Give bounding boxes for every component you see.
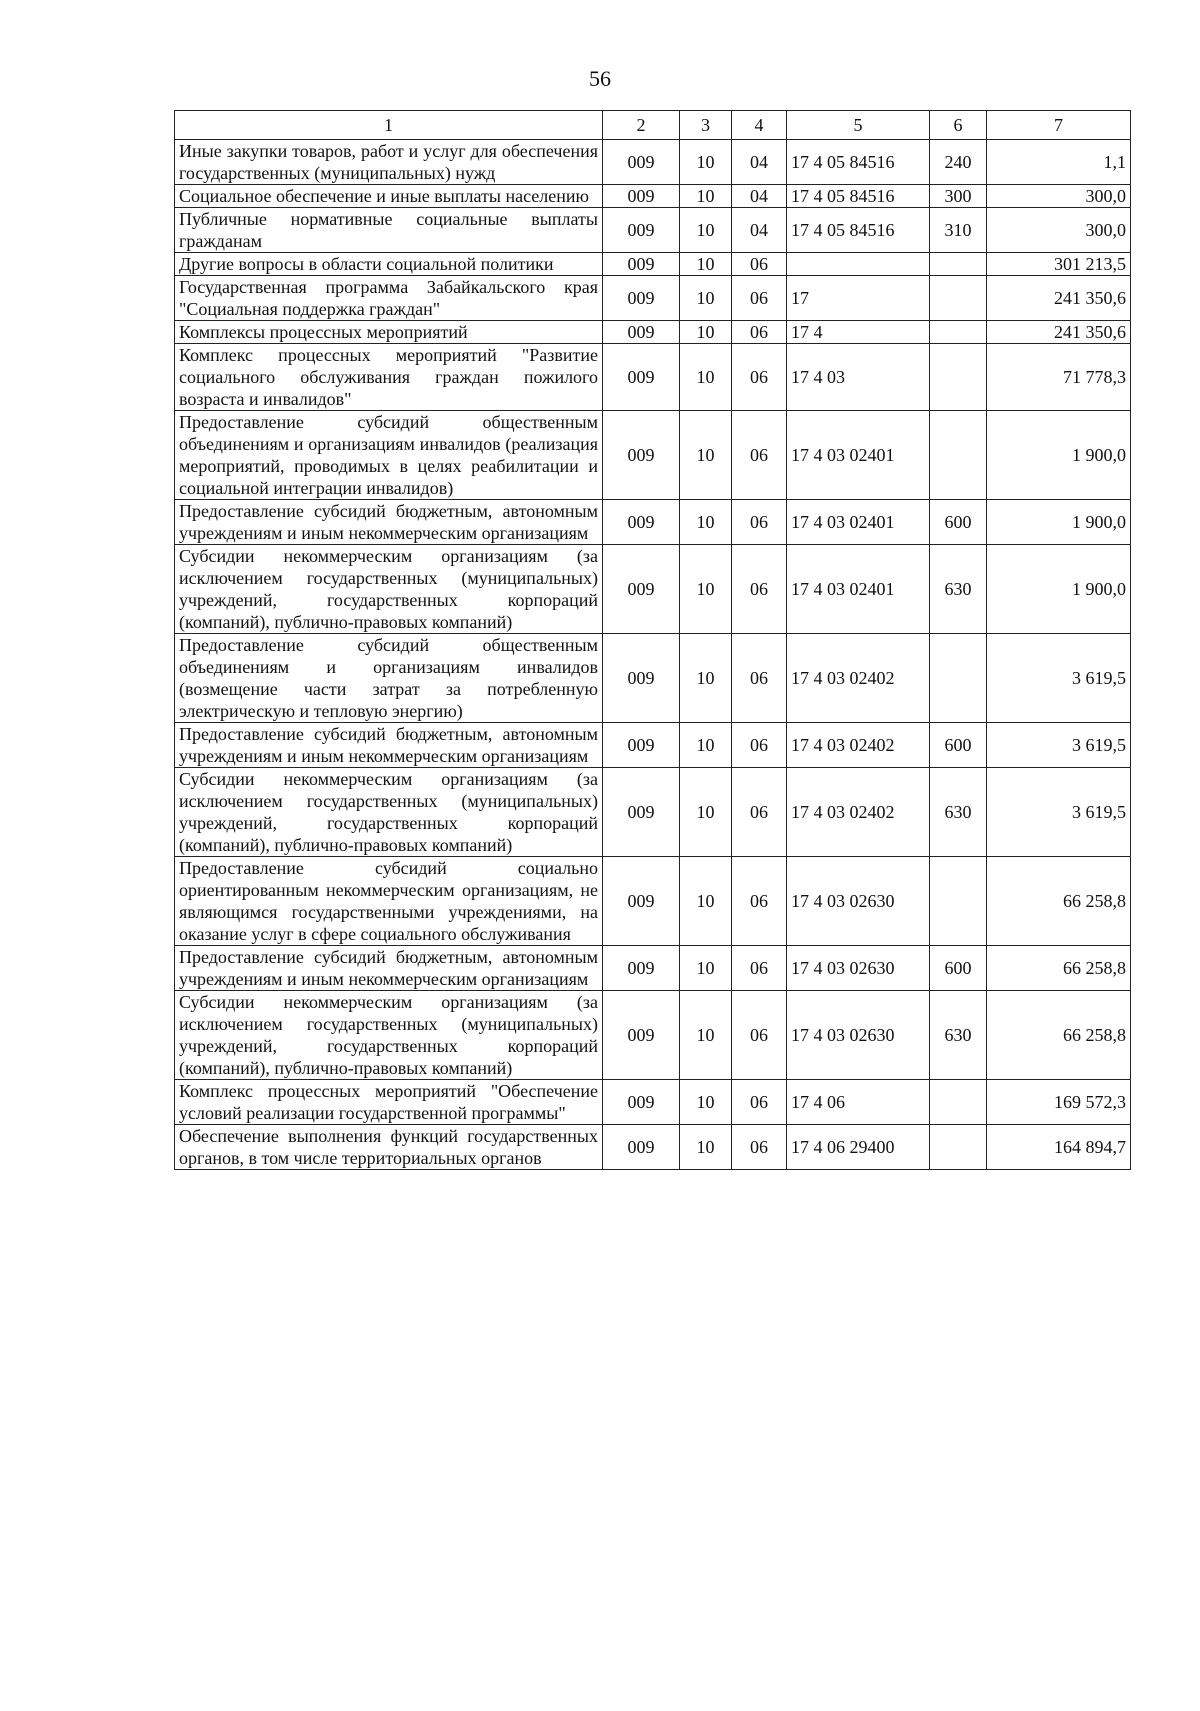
row-name-cell: Субсидии некоммерческим организациям (за исключением государственных (муниципальных) учреждений, государственных корпораций (компаний), публично-правовых компаний) bbox=[175, 768, 603, 857]
row-target-code-cell: 17 bbox=[787, 276, 930, 321]
row-name-cell: Комплекс процессных мероприятий "Обеспечение условий реализации государственной программы" bbox=[175, 1080, 603, 1125]
row-expense-type-cell bbox=[930, 634, 987, 723]
row-amount-cell: 66 258,8 bbox=[987, 857, 1131, 946]
row-subsection-cell: 06 bbox=[732, 991, 787, 1080]
table-row bbox=[175, 723, 1131, 768]
row-admin-cell: 009 bbox=[603, 857, 680, 946]
row-expense-type-cell bbox=[930, 344, 987, 411]
row-name-cell: Субсидии некоммерческим организациям (за исключением государственных (муниципальных) учреждений, государственных корпораций (компаний), публично-правовых компаний) bbox=[175, 545, 603, 634]
row-target-code-cell: 17 4 03 02630 bbox=[787, 991, 930, 1080]
row-amount-cell: 300,0 bbox=[987, 208, 1131, 253]
row-amount-cell: 1 900,0 bbox=[987, 545, 1131, 634]
row-amount-cell: 241 350,6 bbox=[987, 321, 1131, 344]
row-amount-cell: 301 213,5 bbox=[987, 253, 1131, 276]
table-row bbox=[175, 768, 1131, 857]
row-section-cell: 10 bbox=[680, 276, 732, 321]
row-subsection-cell: 06 bbox=[732, 500, 787, 545]
row-name-cell: Социальное обеспечение и иные выплаты населению bbox=[175, 185, 603, 208]
row-target-code-cell: 17 4 03 02630 bbox=[787, 946, 930, 991]
row-target-code-cell: 17 4 05 84516 bbox=[787, 208, 930, 253]
row-admin-cell: 009 bbox=[603, 768, 680, 857]
row-section-cell: 10 bbox=[680, 1125, 732, 1170]
row-expense-type-cell: 240 bbox=[930, 140, 987, 185]
table-row bbox=[175, 140, 1131, 185]
row-subsection-cell: 06 bbox=[732, 344, 787, 411]
row-admin-cell: 009 bbox=[603, 991, 680, 1080]
table-row bbox=[175, 634, 1131, 723]
row-name-cell: Предоставление субсидий бюджетным, автономным учреждениям и иным некоммерческим организациям bbox=[175, 946, 603, 991]
row-target-code-cell: 17 4 03 02401 bbox=[787, 411, 930, 500]
row-name-cell: Предоставление субсидий общественным объединениям и организациям инвалидов (возмещение части затрат за потребленную электрическую и тепловую энергию) bbox=[175, 634, 603, 723]
row-target-code-cell: 17 4 03 02402 bbox=[787, 723, 930, 768]
row-section-cell: 10 bbox=[680, 208, 732, 253]
row-amount-cell: 300,0 bbox=[987, 185, 1131, 208]
row-target-code-cell: 17 4 06 29400 bbox=[787, 1125, 930, 1170]
table-row bbox=[175, 1125, 1131, 1170]
row-expense-type-cell bbox=[930, 857, 987, 946]
table-row bbox=[175, 411, 1131, 500]
table-row bbox=[175, 545, 1131, 634]
row-amount-cell: 1 900,0 bbox=[987, 411, 1131, 500]
column-header: 4 bbox=[732, 111, 787, 140]
row-section-cell: 10 bbox=[680, 545, 732, 634]
column-header: 7 bbox=[987, 111, 1131, 140]
row-expense-type-cell bbox=[930, 1125, 987, 1170]
row-section-cell: 10 bbox=[680, 634, 732, 723]
row-subsection-cell: 06 bbox=[732, 768, 787, 857]
table-row bbox=[175, 253, 1131, 276]
row-admin-cell: 009 bbox=[603, 253, 680, 276]
row-subsection-cell: 06 bbox=[732, 411, 787, 500]
row-expense-type-cell bbox=[930, 1080, 987, 1125]
row-admin-cell: 009 bbox=[603, 946, 680, 991]
column-header: 1 bbox=[175, 111, 603, 140]
row-expense-type-cell bbox=[930, 276, 987, 321]
row-amount-cell: 3 619,5 bbox=[987, 723, 1131, 768]
row-name-cell: Комплексы процессных мероприятий bbox=[175, 321, 603, 344]
row-admin-cell: 009 bbox=[603, 276, 680, 321]
row-expense-type-cell: 310 bbox=[930, 208, 987, 253]
row-amount-cell: 3 619,5 bbox=[987, 634, 1131, 723]
row-admin-cell: 009 bbox=[603, 411, 680, 500]
row-admin-cell: 009 bbox=[603, 545, 680, 634]
row-section-cell: 10 bbox=[680, 140, 732, 185]
row-admin-cell: 009 bbox=[603, 185, 680, 208]
row-section-cell: 10 bbox=[680, 857, 732, 946]
row-subsection-cell: 06 bbox=[732, 1080, 787, 1125]
row-admin-cell: 009 bbox=[603, 344, 680, 411]
column-header: 2 bbox=[603, 111, 680, 140]
row-expense-type-cell: 600 bbox=[930, 723, 987, 768]
row-expense-type-cell: 630 bbox=[930, 768, 987, 857]
row-section-cell: 10 bbox=[680, 500, 732, 545]
row-expense-type-cell: 600 bbox=[930, 946, 987, 991]
row-amount-cell: 66 258,8 bbox=[987, 991, 1131, 1080]
row-name-cell: Предоставление субсидий общественным объединениям и организациям инвалидов (реализация мероприятий, проводимых в целях реабилитации и социальной интеграции инвалидов) bbox=[175, 411, 603, 500]
table-row bbox=[175, 857, 1131, 946]
table-row bbox=[175, 344, 1131, 411]
row-section-cell: 10 bbox=[680, 1080, 732, 1125]
row-name-cell: Предоставление субсидий бюджетным, автономным учреждениям и иным некоммерческим организациям bbox=[175, 500, 603, 545]
page-number: 56 bbox=[589, 66, 611, 91]
row-subsection-cell: 04 bbox=[732, 208, 787, 253]
row-subsection-cell: 06 bbox=[732, 253, 787, 276]
row-subsection-cell: 06 bbox=[732, 634, 787, 723]
row-name-cell: Предоставление субсидий социально ориентированным некоммерческим организациям, не являющимся государственными учреждениями, на оказание услуг в сфере социального обслуживания bbox=[175, 857, 603, 946]
row-subsection-cell: 06 bbox=[732, 321, 787, 344]
row-subsection-cell: 06 bbox=[732, 723, 787, 768]
row-expense-type-cell bbox=[930, 253, 987, 276]
row-subsection-cell: 06 bbox=[732, 545, 787, 634]
row-target-code-cell: 17 4 05 84516 bbox=[787, 140, 930, 185]
table-row bbox=[175, 276, 1131, 321]
header-row bbox=[175, 111, 1131, 140]
row-target-code-cell: 17 4 03 bbox=[787, 344, 930, 411]
row-section-cell: 10 bbox=[680, 253, 732, 276]
row-section-cell: 10 bbox=[680, 946, 732, 991]
row-name-cell: Публичные нормативные социальные выплаты гражданам bbox=[175, 208, 603, 253]
table-row bbox=[175, 500, 1131, 545]
row-admin-cell: 009 bbox=[603, 500, 680, 545]
row-amount-cell: 66 258,8 bbox=[987, 946, 1131, 991]
row-section-cell: 10 bbox=[680, 185, 732, 208]
row-target-code-cell: 17 4 06 bbox=[787, 1080, 930, 1125]
row-admin-cell: 009 bbox=[603, 723, 680, 768]
row-amount-cell: 1 900,0 bbox=[987, 500, 1131, 545]
row-name-cell: Другие вопросы в области социальной политики bbox=[175, 253, 603, 276]
row-expense-type-cell: 600 bbox=[930, 500, 987, 545]
row-subsection-cell: 06 bbox=[732, 946, 787, 991]
row-expense-type-cell bbox=[930, 411, 987, 500]
budget-table bbox=[174, 110, 1131, 1170]
row-subsection-cell: 04 bbox=[732, 140, 787, 185]
row-target-code-cell: 17 4 03 02402 bbox=[787, 634, 930, 723]
table-row bbox=[175, 991, 1131, 1080]
row-amount-cell: 241 350,6 bbox=[987, 276, 1131, 321]
row-subsection-cell: 06 bbox=[732, 857, 787, 946]
row-admin-cell: 009 bbox=[603, 1125, 680, 1170]
row-name-cell: Субсидии некоммерческим организациям (за исключением государственных (муниципальных) учреждений, государственных корпораций (компаний), публично-правовых компаний) bbox=[175, 991, 603, 1080]
table-row bbox=[175, 321, 1131, 344]
row-admin-cell: 009 bbox=[603, 634, 680, 723]
row-target-code-cell: 17 4 bbox=[787, 321, 930, 344]
row-admin-cell: 009 bbox=[603, 1080, 680, 1125]
row-admin-cell: 009 bbox=[603, 321, 680, 344]
table-row bbox=[175, 1080, 1131, 1125]
column-header: 3 bbox=[680, 111, 732, 140]
row-target-code-cell: 17 4 03 02630 bbox=[787, 857, 930, 946]
row-subsection-cell: 04 bbox=[732, 185, 787, 208]
row-amount-cell: 169 572,3 bbox=[987, 1080, 1131, 1125]
row-section-cell: 10 bbox=[680, 768, 732, 857]
row-name-cell: Государственная программа Забайкальского края "Социальная поддержка граждан" bbox=[175, 276, 603, 321]
row-expense-type-cell: 630 bbox=[930, 991, 987, 1080]
row-subsection-cell: 06 bbox=[732, 1125, 787, 1170]
row-amount-cell: 3 619,5 bbox=[987, 768, 1131, 857]
row-name-cell: Иные закупки товаров, работ и услуг для обеспечения государственных (муниципальных) нужд bbox=[175, 140, 603, 185]
row-target-code-cell bbox=[787, 253, 930, 276]
row-amount-cell: 1,1 bbox=[987, 140, 1131, 185]
row-target-code-cell: 17 4 03 02401 bbox=[787, 500, 930, 545]
row-name-cell: Предоставление субсидий бюджетным, автономным учреждениям и иным некоммерческим организациям bbox=[175, 723, 603, 768]
row-admin-cell: 009 bbox=[603, 208, 680, 253]
column-header: 6 bbox=[930, 111, 987, 140]
row-section-cell: 10 bbox=[680, 321, 732, 344]
row-target-code-cell: 17 4 03 02402 bbox=[787, 768, 930, 857]
column-header: 5 bbox=[787, 111, 930, 140]
row-expense-type-cell bbox=[930, 321, 987, 344]
row-expense-type-cell: 630 bbox=[930, 545, 987, 634]
row-subsection-cell: 06 bbox=[732, 276, 787, 321]
row-amount-cell: 164 894,7 bbox=[987, 1125, 1131, 1170]
row-name-cell: Обеспечение выполнения функций государственных органов, в том числе территориальных органов bbox=[175, 1125, 603, 1170]
row-section-cell: 10 bbox=[680, 991, 732, 1080]
table-row bbox=[175, 185, 1131, 208]
row-section-cell: 10 bbox=[680, 723, 732, 768]
row-section-cell: 10 bbox=[680, 411, 732, 500]
row-admin-cell: 009 bbox=[603, 140, 680, 185]
row-amount-cell: 71 778,3 bbox=[987, 344, 1131, 411]
table-row bbox=[175, 208, 1131, 253]
row-expense-type-cell: 300 bbox=[930, 185, 987, 208]
table-row bbox=[175, 946, 1131, 991]
row-target-code-cell: 17 4 05 84516 bbox=[787, 185, 930, 208]
row-name-cell: Комплекс процессных мероприятий "Развитие социального обслуживания граждан пожилого возраста и инвалидов" bbox=[175, 344, 603, 411]
row-target-code-cell: 17 4 03 02401 bbox=[787, 545, 930, 634]
row-section-cell: 10 bbox=[680, 344, 732, 411]
